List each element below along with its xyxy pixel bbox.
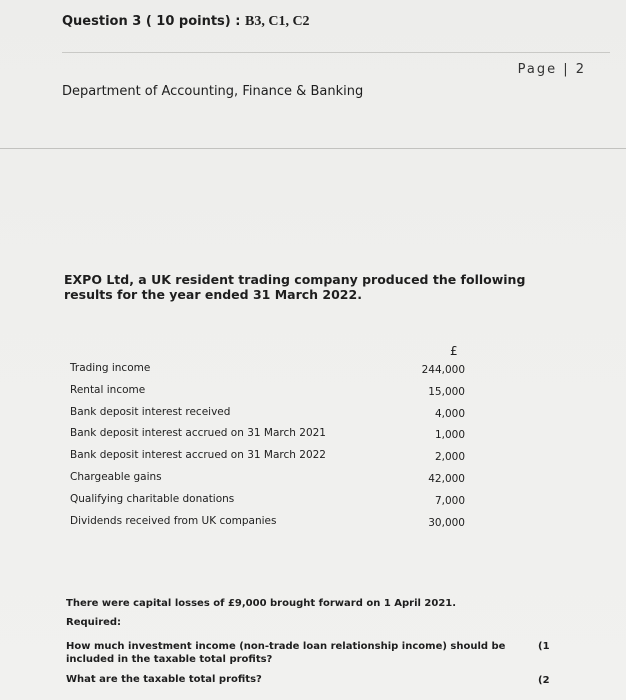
page-number: Page | 2 — [517, 62, 586, 77]
row-value: 244,000 — [421, 364, 465, 376]
row-value: 30,000 — [428, 516, 465, 529]
currency-symbol: £ — [450, 344, 458, 358]
required-label: Required: — [66, 617, 122, 628]
table-row — [70, 449, 490, 471]
row-value: 15,000 — [428, 385, 465, 398]
row-value: 2,000 — [434, 451, 465, 464]
row-label: Bank deposit interest accrued on 31 March 2021 — [70, 427, 326, 440]
row-label: Bank deposit interest accrued on 31 March 2022 — [70, 449, 326, 462]
row-label: Rental income — [70, 383, 146, 396]
row-value: 42,000 — [428, 472, 465, 485]
question-1-marks: (1 — [538, 641, 550, 652]
table-row — [70, 471, 490, 493]
table-row — [70, 493, 490, 515]
table-row — [70, 406, 490, 428]
question-1-text: How much investment income (non-trade loan relationship income) should be included in the taxable total profits? — [66, 641, 506, 665]
intro-paragraph: EXPO Ltd, a UK resident trading company produced the following results for the year ended 31 March 2022. — [64, 272, 526, 302]
row-label: Trading income — [70, 362, 151, 374]
department-heading: Department of Accounting, Finance & Banking — [62, 84, 364, 99]
question-2-marks: (2 — [538, 675, 550, 686]
question-2-text: What are the taxable total profits? — [66, 674, 262, 685]
row-label: Qualifying charitable donations — [70, 492, 235, 505]
question-title — [62, 14, 310, 30]
table-row — [70, 362, 490, 384]
table-row — [70, 515, 490, 537]
question-codes: B3, C1, C2 — [245, 14, 310, 29]
question-title-text: Question 3 ( 10 points) : — [62, 14, 245, 29]
top-divider — [62, 52, 610, 53]
row-value: 1,000 — [434, 429, 465, 442]
row-value: 4,000 — [434, 407, 465, 420]
table-row — [70, 384, 490, 406]
results-table — [70, 362, 490, 536]
page-divider — [0, 148, 626, 149]
row-label: Bank deposit interest received — [70, 405, 231, 418]
row-label: Dividends received from UK companies — [70, 514, 277, 527]
table-row — [70, 427, 490, 449]
capital-losses-note: There were capital losses of £9,000 brought forward on 1 April 2021. — [66, 598, 457, 609]
row-label: Chargeable gains — [70, 470, 162, 483]
row-value: 7,000 — [434, 494, 465, 507]
